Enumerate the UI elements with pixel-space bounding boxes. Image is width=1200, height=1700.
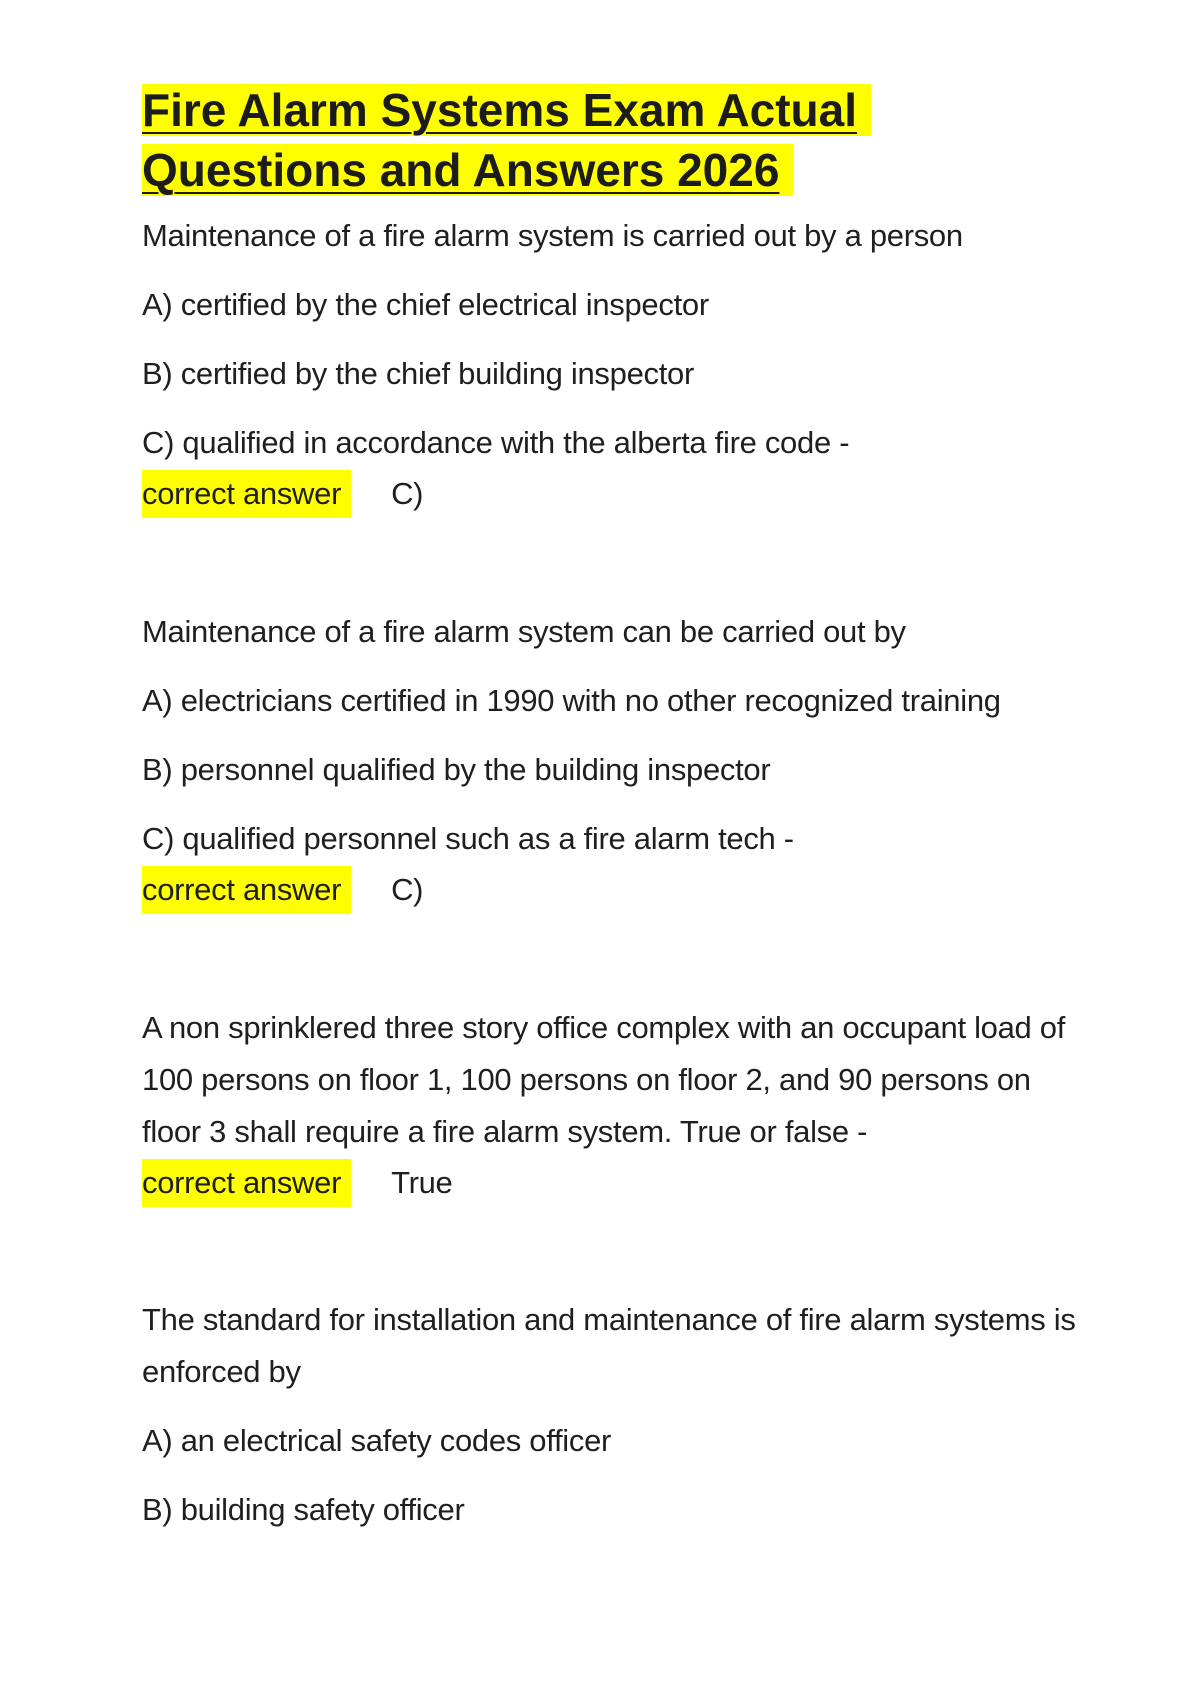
question-2 bbox=[142, 606, 1082, 915]
document-title bbox=[142, 80, 942, 200]
question-stem: Maintenance of a fire alarm system can be carried out by bbox=[142, 614, 906, 649]
option-c: C) qualified in accordance with the alberta fire code - bbox=[142, 425, 850, 460]
correct-answer-value: True bbox=[391, 1165, 453, 1200]
question-stem: The standard for installation and maintenance of fire alarm systems is enforced by bbox=[142, 1302, 1076, 1389]
option-a: A) electricians certified in 1990 with no other recognized training bbox=[142, 683, 1001, 718]
option-c: C) qualified personnel such as a fire alarm tech - bbox=[142, 821, 794, 856]
correct-answer-value: C) bbox=[391, 476, 424, 511]
correct-answer-label: correct answer bbox=[142, 866, 351, 914]
question-stem: A non sprinklered three story office complex with an occupant load of 100 persons on floor 1, 100 persons on floor 2, and 90 persons on floor 3 shall require a fire alarm system. True or false - bbox=[142, 1010, 1066, 1149]
title-line-2: Questions and Answers 2026 bbox=[142, 144, 793, 196]
option-b: B) building safety officer bbox=[142, 1492, 465, 1527]
correct-answer-label: correct answer bbox=[142, 470, 351, 518]
question-4 bbox=[142, 1294, 1082, 1553]
question-3 bbox=[142, 1002, 1082, 1208]
option-b: B) certified by the chief building inspector bbox=[142, 356, 694, 391]
option-a: A) an electrical safety codes officer bbox=[142, 1423, 612, 1458]
question-1 bbox=[142, 210, 1082, 519]
option-b: B) personnel qualified by the building inspector bbox=[142, 752, 771, 787]
title-line-1: Fire Alarm Systems Exam Actual bbox=[142, 84, 871, 136]
question-stem: Maintenance of a fire alarm system is carried out by a person bbox=[142, 218, 963, 253]
answer-row bbox=[142, 1158, 1082, 1208]
option-a: A) certified by the chief electrical inspector bbox=[142, 287, 709, 322]
answer-row bbox=[142, 865, 1082, 915]
correct-answer-value: C) bbox=[391, 872, 424, 907]
correct-answer-label: correct answer bbox=[142, 1159, 351, 1207]
answer-row bbox=[142, 469, 1082, 519]
